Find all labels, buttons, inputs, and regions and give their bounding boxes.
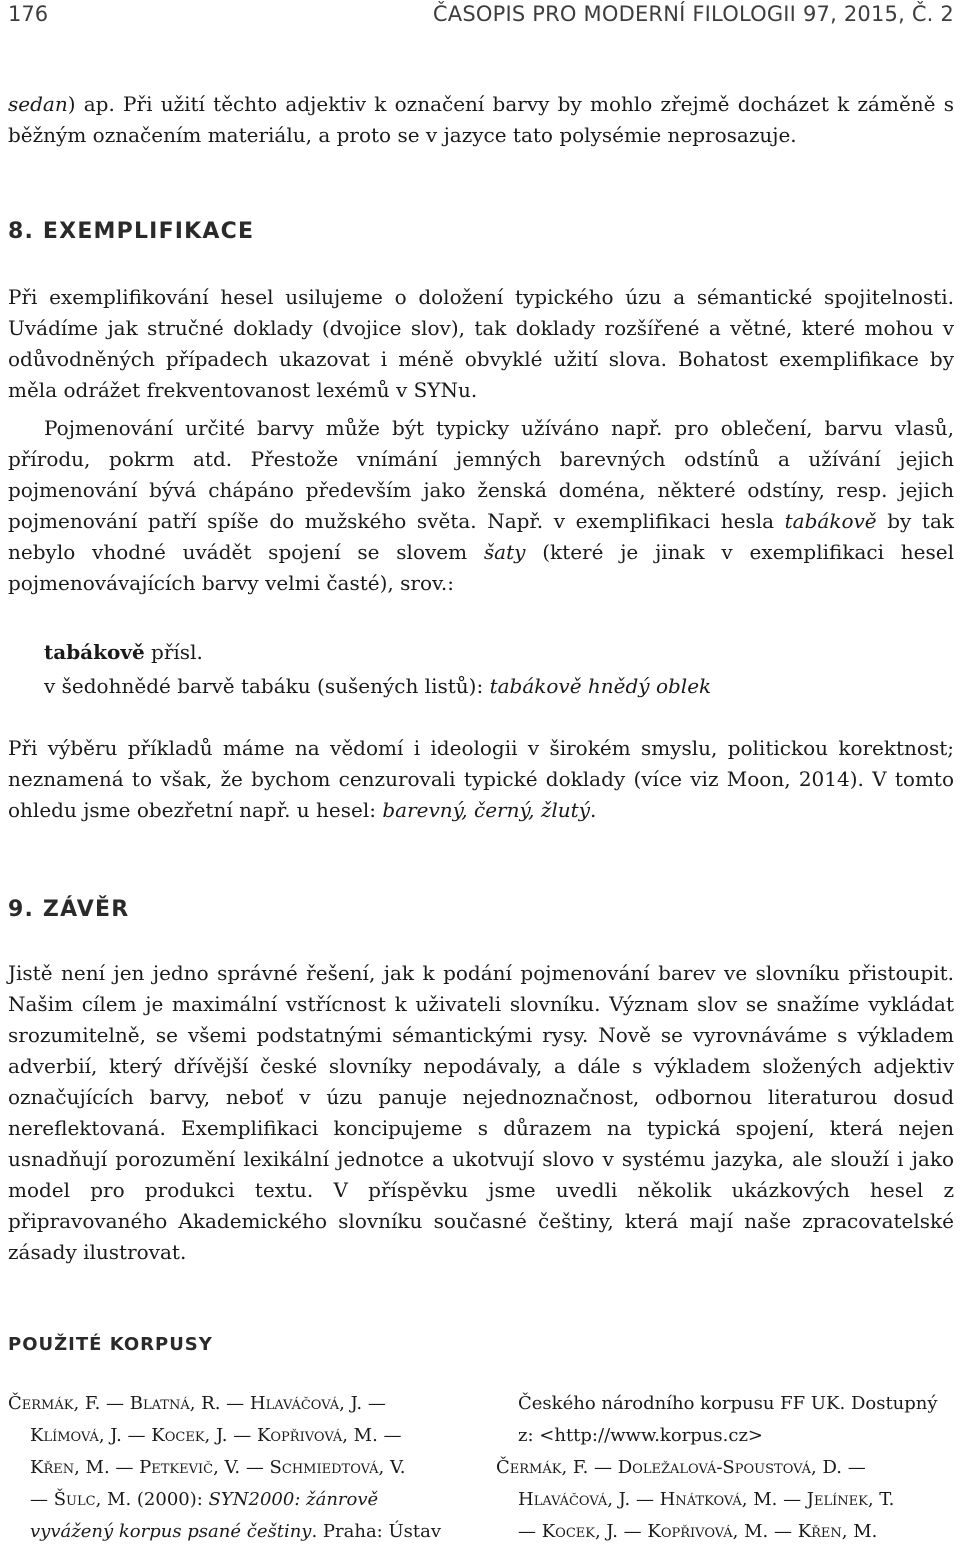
section-9-paragraph: Jistě není jen jedno správné řešení, jak k podání pojmenování barev ve slovníku přistoupit. Našim cílem je maximální vstřícnost k uživateli slovníku. Význam slov se snažíme vykládat srozumitelně, se všemi podstatnými sémantickými rysy. Nově se vyrovnáváme s výkladem adverbií, který dřívější české slovníky nepodávaly, a dále s výkladem složených adjektiv označujících barvy, neboť v úzu panuje nejednoznačnost, odbornou literaturou dosud nereflektovaná. Exemplifikaci koncipujeme s důrazem na typická spojení, která nejen usnadňují porozumění lexikální jednotce a ukotvují slovo v systému jazyka, ale slouží i jako model pro produkci textu. V příspěvku jsme uvedli několik ukázkových hesel z připravovaného Akademického slovníku současné češtiny, která mají naše zpracovatelské zásady ilustrovat. xyxy=(8,961,954,1264)
corpora-left-line xyxy=(8,1484,474,1516)
p3-italic: barevný, černý, žlutý xyxy=(382,798,590,822)
corpora-right-line: z: <http://www.korpus.cz> xyxy=(518,1425,764,1446)
dictionary-entry-headline xyxy=(44,636,203,669)
intro-italic: sedan xyxy=(8,92,68,116)
corpora-right-line: Hlaváčová, J. — Hnátková, M. — Jelínek, T. xyxy=(518,1489,895,1510)
dictionary-entry-definition xyxy=(44,670,711,703)
p2-italic-saty: šaty xyxy=(483,540,526,564)
p3-end: . xyxy=(590,798,597,822)
corpora-left-title: SYN2000: žánrově xyxy=(208,1489,379,1510)
corpora-left-line: Křen, M. — Petkevič, V. — Schmiedtová, V. xyxy=(30,1457,406,1478)
section-8-paragraph-2 xyxy=(8,413,954,599)
corpora-heading: POUŽITÉ KORPUSY xyxy=(8,1334,213,1355)
corpora-left-column xyxy=(8,1388,474,1548)
corpora-left-line: Čermák, F. — Blatná, R. — Hlaváčová, J. — xyxy=(8,1393,386,1414)
p2-text-b: by tak nebylo vhodné uvádět spojení se slovem xyxy=(8,509,954,564)
corpora-right-column xyxy=(496,1388,956,1548)
entry-headword: tabákově xyxy=(44,640,145,664)
corpora-right-line: — Kocek, J. — Kopřivová, M. — Křen, M. xyxy=(518,1521,878,1542)
p2-text-c: (které je jinak v exemplifikaci hesel pojmenovávajících barvy velmi časté), srov.: xyxy=(8,540,954,595)
section-8-paragraph-1: Při exemplifikování hesel usilujeme o doložení typického úzu a sémantické spojitelnosti. Uvádíme jak stručné doklady (dvojice slov), tak doklady rozšířené a větné, které mohou v odůvodněných případech ukazovat i méně obvyklé užití slova. Bohatost exemplifikace by měla odrážet frekventovanost lexémů v SYNu. xyxy=(8,285,954,402)
p3-text: Při výběru příkladů máme na vědomí i ideologii v širokém smyslu, politickou korektnost; neznamená to však, že bychom cenzurovali typické doklady (více viz Moon, 2014). V tomto ohledu jsme obezřetní např. u hesel: xyxy=(8,736,954,822)
journal-title: ČASOPIS PRO MODERNÍ FILOLOGII 97, 2015, Č. 2 xyxy=(432,2,954,26)
section-8-heading: 8. EXEMPLIFIKACE xyxy=(8,219,255,244)
section-9-heading: 9. ZÁVĚR xyxy=(8,897,130,922)
corpora-left-author: — Šulc, M. (2000): xyxy=(30,1489,209,1510)
entry-pos: přísl. xyxy=(144,640,203,664)
corpora-left-line: Klímová, J. — Kocek, J. — Kopřivová, M. — xyxy=(30,1425,402,1446)
p2-italic-tabakove: tabákově xyxy=(784,509,877,533)
entry-definition: v šedohnědé barvě tabáku (sušených listů): xyxy=(44,674,490,698)
corpora-left-line xyxy=(8,1516,474,1548)
p2-text-a: Pojmenování určité barvy může být typicky užíváno např. pro oblečení, barvu vlasů, přírodu, pokrm atd. Přestože vnímání jemných barevných odstínů a užívání jejich pojmenování bývá chápáno především jako ženská doména, některé odstíny, resp. jejich pojmenování patří spíše do mužského světa. Např. v exemplifikaci hesla xyxy=(8,416,954,533)
page-number: 176 xyxy=(8,2,49,26)
intro-text: ) ap. Při užití těchto adjektiv k označení barvy by mohlo zřejmě docházet k záměně s běžným označením materiálu, a proto se v jazyce tato polysémie neprosazuje. xyxy=(8,92,954,147)
corpora-right-line: Čermák, F. — Doležalová-Spoustová, D. — xyxy=(496,1457,866,1478)
corpora-right-line: Českého národního korpusu FF UK. Dostupný xyxy=(518,1393,938,1414)
section-8-paragraph-3 xyxy=(8,733,954,826)
corpora-left-title-cont: vyvážený korpus psané češtiny xyxy=(30,1521,312,1542)
entry-example: tabákově hnědý oblek xyxy=(489,674,712,698)
intro-paragraph xyxy=(8,89,954,151)
running-header xyxy=(8,2,954,36)
corpora-left-tail: . Praha: Ústav xyxy=(311,1521,442,1542)
